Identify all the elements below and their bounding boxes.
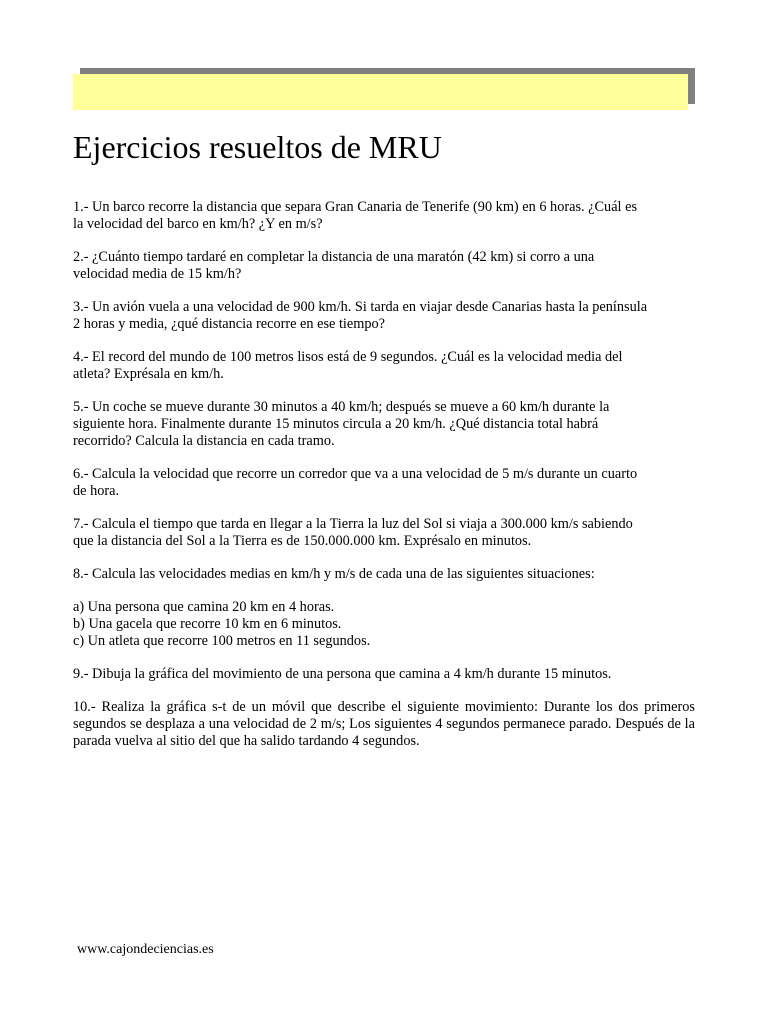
- exercise-list: [73, 199, 695, 766]
- sub-item-a: a) Una persona que camina 20 km en 4 horas.: [73, 599, 335, 615]
- exercise-line: la velocidad del barco en km/h? ¿Y en m/s?: [73, 216, 323, 232]
- exercise-1: [73, 199, 695, 233]
- exercise-line: de hora.: [73, 483, 120, 499]
- exercise-8-sub-items: [73, 599, 695, 650]
- exercise-3: [73, 299, 695, 333]
- footer-clip: [73, 938, 373, 957]
- exercise-6: [73, 466, 695, 500]
- exercise-line: atleta? Exprésala en km/h.: [73, 366, 224, 382]
- page-title: Ejercicios resueltos de MRU: [73, 129, 442, 165]
- exercise-line: 6.- Calcula la velocidad que recorre un corredor que va a una velocidad de 5 m/s durante un cuarto: [73, 466, 638, 482]
- exercise-10: 10.- Realiza la gráfica s-t de un móvil que describe el siguiente movimiento: Durante los dos primeros segundos se desplaza a una velocidad de 2 m/s; Los siguientes 4 segundos permanece parado. Después de la parada vuelva al sitio del que ha salido tardando 4 segundos.: [73, 699, 695, 749]
- sub-item-b: b) Una gacela que recorre 10 km en 6 minutos.: [73, 616, 342, 632]
- exercise-2: [73, 249, 695, 283]
- exercise-line: 1.- Un barco recorre la distancia que separa Gran Canaria de Tenerife (90 km) en 6 horas. ¿Cuál es: [73, 199, 638, 215]
- exercise-line: 2 horas y media, ¿qué distancia recorre en ese tiempo?: [73, 316, 386, 332]
- exercise-line: 7.- Calcula el tiempo que tarda en llegar a la Tierra la luz del Sol si viaja a 300.000 km/s sabiendo: [73, 516, 633, 532]
- header-banner: [73, 74, 688, 110]
- exercise-line: velocidad media de 15 km/h?: [73, 266, 242, 282]
- exercise-7: [73, 516, 695, 550]
- exercise-line: recorrido? Calcula la distancia en cada tramo.: [73, 433, 335, 449]
- exercise-line: siguiente hora. Finalmente durante 15 minutos circula a 20 km/h. ¿Qué distancia total habrá: [73, 416, 599, 432]
- exercise-5: [73, 399, 695, 450]
- footer-url: www.cajondeciencias.es: [77, 942, 214, 957]
- exercise-line: 5.- Un coche se mueve durante 30 minutos a 40 km/h; después se mueve a 60 km/h durante la: [73, 399, 610, 415]
- sub-item-c: c) Un atleta que recorre 100 metros en 11 segundos.: [73, 633, 371, 649]
- exercise-line: 8.- Calcula las velocidades medias en km/h y m/s de cada una de las siguientes situaciones:: [73, 566, 595, 582]
- exercise-4: [73, 349, 695, 383]
- exercise-line: 2.- ¿Cuánto tiempo tardaré en completar la distancia de una maratón (42 km) si corro a una: [73, 249, 595, 265]
- exercise-8: [73, 566, 695, 583]
- exercise-line: 4.- El record del mundo de 100 metros lisos está de 9 segundos. ¿Cuál es la velocidad media del: [73, 349, 623, 365]
- exercise-9: 9.- Dibuja la gráfica del movimiento de una persona que camina a 4 km/h durante 15 minutos.: [73, 666, 612, 682]
- exercise-line: que la distancia del Sol a la Tierra es de 150.000.000 km. Exprésalo en minutos.: [73, 533, 532, 549]
- exercise-line: 3.- Un avión vuela a una velocidad de 900 km/h. Si tarda en viajar desde Canarias hasta la península: [73, 299, 648, 315]
